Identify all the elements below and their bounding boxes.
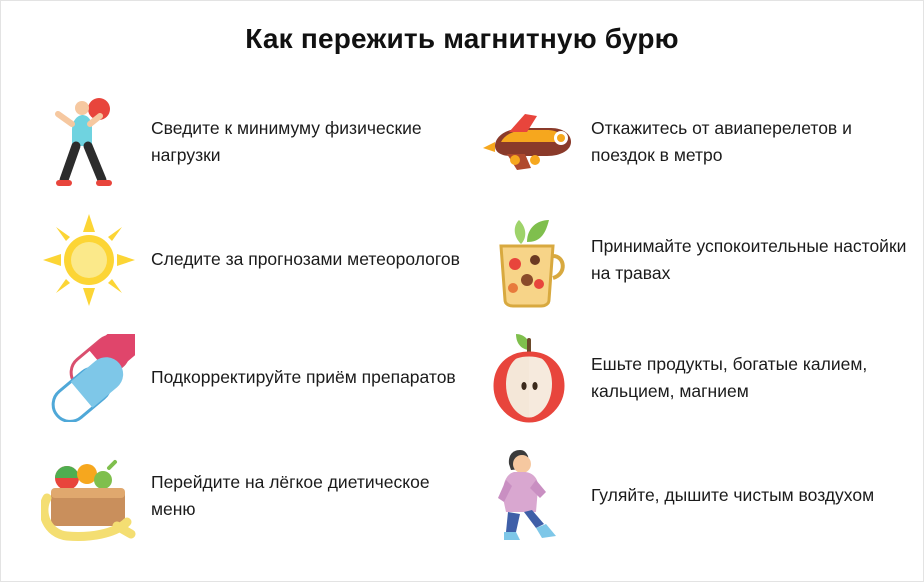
tip-item [41,205,471,315]
exercise-icon [41,92,137,192]
apple-icon [481,328,577,428]
walking-person-icon [481,446,577,546]
tip-item [481,87,911,197]
tip-item [481,323,911,433]
tip-text: Перейдите на лёгкое диетическое меню [151,471,430,519]
pills-icon [41,328,137,428]
airplane-icon [481,92,577,192]
tip-text: Принимайте успокоительные настойки на травах [591,235,907,283]
tip-text: Сведите к минимуму физические нагрузки [151,117,422,165]
diet-basket-icon [41,446,137,546]
tip-text: Подкорректируйте приём препаратов [151,367,456,388]
page-title: Как пережить магнитную бурю [245,23,679,54]
sun-icon [41,210,137,310]
tip-text: Гуляйте, дышите чистым воздухом [591,485,875,506]
tips-grid [41,87,907,551]
tip-item [41,87,471,197]
tip-text: Откажитесь от авиаперелетов и поездок в метро [591,117,852,165]
tip-item [481,441,911,551]
tip-item [41,441,471,551]
tip-text: Ешьте продукты, богатые калием, кальцием, магнием [591,353,868,401]
tip-item [481,205,911,315]
tip-item [41,323,471,433]
tip-text: Следите за прогнозами метеорологов [151,249,460,270]
herbal-drink-icon [481,210,577,310]
